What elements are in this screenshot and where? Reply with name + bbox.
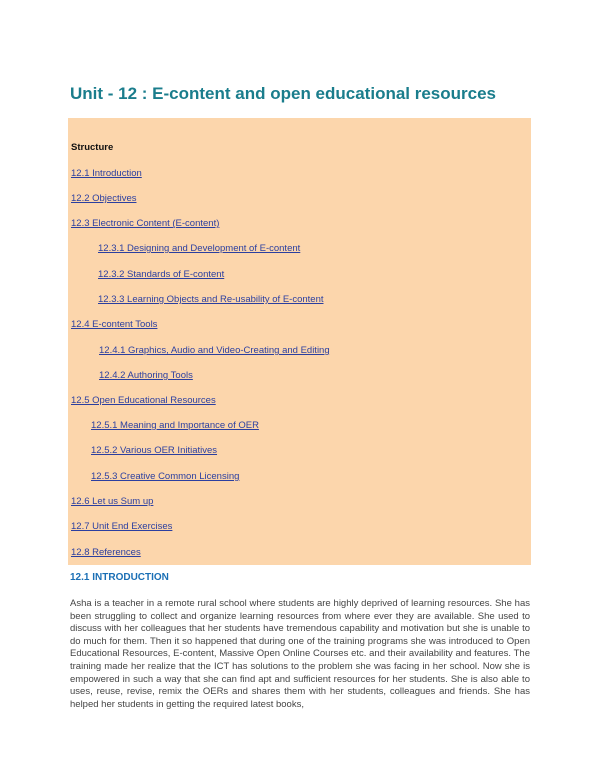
toc-link-meaning-importance-oer[interactable]: 12.5.1 Meaning and Importance of OER — [91, 420, 259, 431]
toc-link-unit-end-exercises[interactable]: 12.7 Unit End Exercises — [71, 521, 173, 532]
toc-link-oer-initiatives[interactable]: 12.5.2 Various OER Initiatives — [91, 445, 218, 456]
toc-link-learning-objects[interactable]: 12.3.3 Learning Objects and Re-usability of E-content — [98, 294, 324, 305]
toc-link-sum-up[interactable]: 12.6 Let us Sum up — [71, 496, 154, 507]
toc-link-creative-common[interactable]: 12.5.3 Creative Common Licensing — [91, 471, 240, 482]
toc-link-objectives[interactable]: 12.2 Objectives — [71, 193, 137, 204]
toc-link-designing-development[interactable]: 12.3.1 Designing and Development of E-content — [98, 243, 301, 254]
introduction-paragraph: Asha is a teacher in a remote rural school where students are highly deprived of learning resources. She has been struggling to collect and organize learning resources from where ever they are available. She used to discuss with her colleagues that her students have tremendous capability and motivation but she is unable to do much for them. Then it so happened that during one of the training programs she was introduced to Open Educational Resources, E-content, Massive Open Online Courses etc. and their availability and features. The training made her realize that the ICT has solutions to the problem she was facing in her school. Now she is empowered in such a way that she can find apt and sufficient resources for her students. She is also able to uses, reuse, revise, remix the OERs and shares them with her students, colleagues and friends. She has helped her students in getting the required latest books, — [70, 598, 530, 710]
structure-heading: Structure — [71, 142, 114, 153]
introduction-heading: 12.1 INTRODUCTION — [70, 572, 169, 583]
unit-title: Unit - 12 : E-content and open educational resources — [70, 84, 497, 103]
toc-link-econtent-tools[interactable]: 12.4 E-content Tools — [71, 319, 158, 330]
toc-link-graphics-audio-video[interactable]: 12.4.1 Graphics, Audio and Video-Creating and Editing — [99, 345, 330, 356]
toc-link-introduction[interactable]: 12.1 Introduction — [71, 168, 142, 179]
toc-link-electronic-content[interactable]: 12.3 Electronic Content (E-content) — [71, 218, 220, 229]
structure-box — [68, 118, 531, 565]
toc-link-oer[interactable]: 12.5 Open Educational Resources — [71, 395, 216, 406]
toc-link-standards[interactable]: 12.3.2 Standards of E-content — [98, 269, 225, 280]
toc-link-references[interactable]: 12.8 References — [71, 547, 141, 558]
toc-link-authoring-tools[interactable]: 12.4.2 Authoring Tools — [99, 370, 193, 381]
